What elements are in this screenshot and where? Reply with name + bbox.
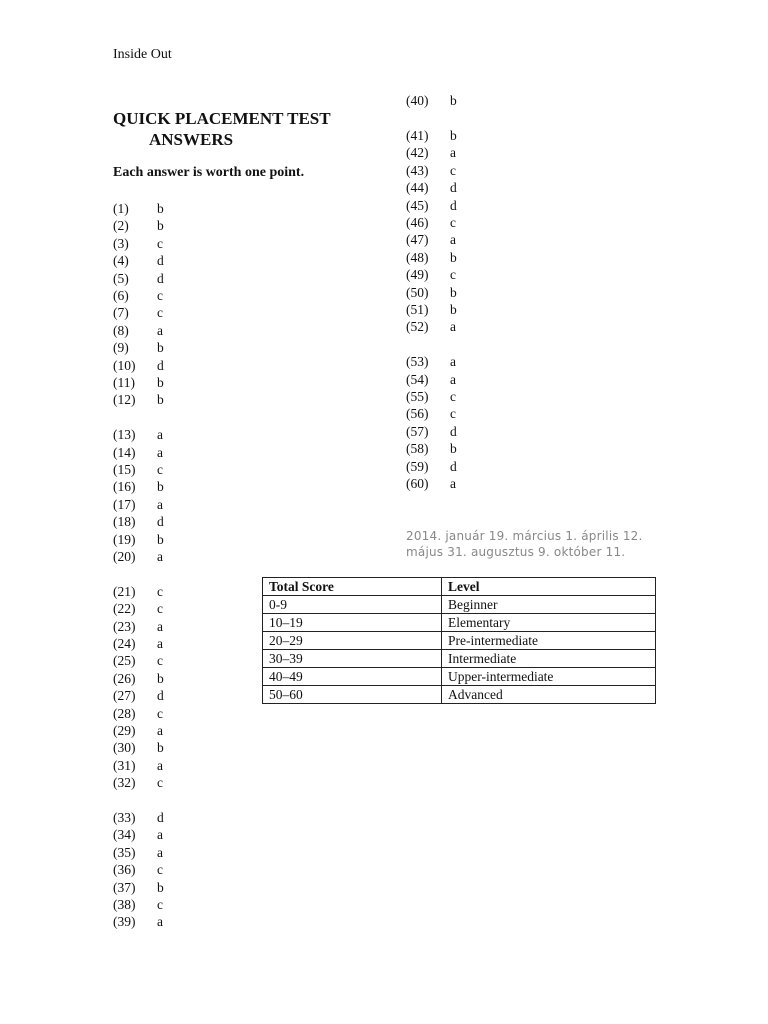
question-number: (29)	[113, 723, 136, 738]
header-level: Level	[442, 578, 656, 596]
answer-letter: a	[450, 476, 456, 491]
question-number: (16)	[113, 479, 136, 495]
answer-letter: a	[157, 427, 163, 443]
question-number: (9)	[113, 340, 129, 356]
answer-letter: c	[157, 462, 163, 477]
question-number: (13)	[113, 427, 136, 443]
answer-letter: b	[157, 375, 164, 390]
answer-row	[406, 162, 456, 179]
question-number: (17)	[113, 496, 136, 512]
answer-row	[406, 353, 456, 370]
answer-letter: c	[450, 389, 456, 404]
question-number: (5)	[113, 270, 129, 286]
answer-row	[113, 270, 164, 287]
answer-letter: b	[157, 218, 164, 234]
question-number: (41)	[406, 128, 429, 143]
answer-row	[406, 214, 456, 231]
question-number: (36)	[113, 862, 136, 878]
answer-row	[113, 200, 164, 217]
answer-row	[113, 444, 163, 461]
question-number: (55)	[406, 389, 429, 404]
header-total-score: Total Score	[263, 578, 442, 596]
answer-row	[113, 478, 164, 495]
answer-row	[406, 423, 457, 440]
table-row	[263, 632, 656, 650]
answer-row	[406, 266, 456, 283]
answer-row	[406, 318, 456, 335]
answer-letter: d	[450, 197, 457, 213]
answer-row	[113, 652, 163, 669]
question-number: (39)	[113, 914, 136, 930]
answer-row	[113, 618, 163, 635]
question-number: (56)	[406, 406, 429, 422]
answer-row	[113, 548, 163, 565]
answer-row	[113, 600, 163, 617]
answer-letter: c	[157, 705, 163, 721]
question-number: (23)	[113, 618, 136, 634]
answer-letter: c	[157, 601, 163, 617]
score-level-table	[262, 577, 656, 704]
answer-letter: c	[450, 162, 456, 178]
answer-row	[113, 844, 163, 861]
answer-letter: d	[157, 688, 164, 704]
answer-letter: b	[157, 879, 164, 895]
answer-letter: d	[450, 180, 457, 196]
question-number: (3)	[113, 235, 129, 251]
answer-letter: a	[157, 496, 163, 512]
answer-letter: d	[450, 458, 457, 474]
score-range-cell: 40–49	[263, 668, 442, 686]
answer-letter: a	[157, 444, 163, 460]
table-header-row	[263, 578, 656, 596]
question-number: (32)	[113, 775, 136, 791]
question-number: (52)	[406, 319, 429, 335]
level-cell: Pre-intermediate	[442, 632, 656, 650]
question-number: (44)	[406, 180, 429, 196]
question-number: (6)	[113, 288, 129, 303]
score-range-cell: 0-9	[263, 596, 442, 614]
answer-row	[113, 235, 163, 252]
answer-letter: c	[157, 288, 163, 303]
answer-row	[406, 231, 456, 248]
table-row	[263, 668, 656, 686]
answer-row	[113, 252, 164, 269]
score-range-cell: 10–19	[263, 614, 442, 632]
answer-letter: b	[450, 249, 457, 265]
title-line-2: ANSWERS	[149, 130, 234, 149]
question-number: (4)	[113, 253, 129, 269]
page-title	[113, 108, 331, 150]
answer-row	[406, 144, 456, 161]
answer-letter: d	[157, 357, 164, 373]
score-range-cell: 30–39	[263, 650, 442, 668]
answer-row	[113, 322, 163, 339]
answer-row	[406, 127, 457, 144]
answer-letter: c	[450, 215, 456, 230]
answer-letter: b	[157, 479, 164, 495]
answer-row	[113, 774, 163, 791]
question-number: (21)	[113, 583, 136, 599]
question-number: (11)	[113, 375, 135, 390]
answer-row	[113, 861, 163, 878]
question-number: (53)	[406, 354, 429, 370]
answer-row	[406, 440, 457, 457]
question-number: (37)	[113, 879, 136, 895]
answer-row	[406, 301, 457, 318]
question-number: (15)	[113, 462, 136, 477]
answer-row	[113, 896, 163, 913]
answer-row	[113, 304, 163, 321]
question-number: (49)	[406, 267, 429, 283]
title-line-1: QUICK PLACEMENT TEST	[113, 109, 331, 128]
question-number: (28)	[113, 705, 136, 721]
answer-row	[113, 879, 164, 896]
question-number: (38)	[113, 897, 136, 912]
level-cell: Beginner	[442, 596, 656, 614]
answer-letter: a	[157, 549, 163, 564]
table-row	[263, 614, 656, 632]
question-number: (57)	[406, 423, 429, 439]
answer-letter: a	[450, 145, 456, 161]
question-number: (50)	[406, 284, 429, 300]
answer-row	[113, 357, 164, 374]
answer-row	[406, 371, 456, 388]
level-cell: Advanced	[442, 686, 656, 704]
answer-letter: b	[157, 340, 164, 356]
answer-row	[113, 705, 163, 722]
page-header: Inside Out	[113, 47, 172, 62]
score-range-cell: 50–60	[263, 686, 442, 704]
level-cell: Elementary	[442, 614, 656, 632]
question-number: (51)	[406, 302, 429, 317]
answer-letter: b	[157, 201, 164, 216]
answer-letter: a	[450, 371, 456, 387]
answer-letter: a	[157, 723, 163, 738]
answer-letter: a	[157, 757, 163, 773]
question-number: (8)	[113, 322, 129, 338]
answer-row	[113, 913, 163, 930]
answer-letter: c	[157, 862, 163, 878]
answer-letter: a	[157, 827, 163, 843]
answer-letter: b	[157, 392, 164, 408]
question-number: (59)	[406, 458, 429, 474]
answer-letter: a	[450, 354, 456, 370]
answer-row	[113, 391, 164, 408]
answer-letter: b	[450, 128, 457, 143]
answer-row	[113, 670, 164, 687]
answer-letter: b	[450, 284, 457, 300]
question-number: (58)	[406, 441, 429, 457]
question-number: (42)	[406, 145, 429, 161]
answer-row	[406, 249, 457, 266]
question-number: (30)	[113, 740, 136, 756]
answer-letter: b	[450, 441, 457, 457]
answer-row	[406, 92, 457, 109]
question-number: (47)	[406, 232, 429, 248]
question-number: (26)	[113, 670, 136, 686]
question-number: (20)	[113, 549, 136, 564]
answer-row	[406, 197, 457, 214]
answer-letter: a	[157, 844, 163, 860]
table-row	[263, 686, 656, 704]
answer-letter: d	[157, 270, 164, 286]
question-number: (46)	[406, 215, 429, 230]
answer-row	[113, 496, 163, 513]
answer-letter: c	[157, 653, 163, 669]
answer-row	[113, 687, 164, 704]
answer-row	[406, 458, 457, 475]
answer-letter: b	[450, 302, 457, 317]
answer-row	[113, 461, 163, 478]
answer-row	[113, 583, 163, 600]
question-number: (54)	[406, 371, 429, 387]
question-number: (43)	[406, 162, 429, 178]
question-number: (1)	[113, 201, 129, 216]
question-number: (18)	[113, 514, 136, 530]
answer-letter: a	[450, 319, 456, 335]
answer-letter: d	[157, 514, 164, 530]
answer-letter: a	[450, 232, 456, 248]
question-number: (34)	[113, 827, 136, 843]
answer-letter: c	[157, 897, 163, 912]
scoring-note: Each answer is worth one point.	[113, 165, 305, 180]
score-range-cell: 20–29	[263, 632, 442, 650]
question-number: (40)	[406, 93, 429, 108]
level-cell: Upper-intermediate	[442, 668, 656, 686]
question-number: (45)	[406, 197, 429, 213]
question-number: (10)	[113, 357, 136, 373]
question-number: (33)	[113, 810, 136, 825]
answer-row	[113, 635, 163, 652]
answer-row	[113, 287, 163, 304]
question-number: (7)	[113, 305, 129, 321]
table-row	[263, 650, 656, 668]
answer-letter: a	[157, 618, 163, 634]
answer-letter: c	[157, 305, 163, 321]
answer-row	[113, 339, 164, 356]
answer-letter: b	[450, 93, 457, 108]
question-number: (48)	[406, 249, 429, 265]
answer-row	[113, 531, 164, 548]
answer-letter: d	[157, 253, 164, 269]
answer-row	[113, 809, 164, 826]
answer-letter: a	[157, 322, 163, 338]
answer-letter: c	[157, 235, 163, 251]
answer-row	[113, 757, 163, 774]
answer-row	[113, 426, 163, 443]
question-number: (31)	[113, 757, 136, 773]
question-number: (35)	[113, 844, 136, 860]
level-cell: Intermediate	[442, 650, 656, 668]
answer-letter: d	[450, 423, 457, 439]
question-number: (24)	[113, 636, 136, 651]
answer-row	[113, 826, 163, 843]
answer-letter: c	[157, 775, 163, 791]
question-number: (60)	[406, 476, 429, 491]
answer-letter: c	[450, 267, 456, 283]
answer-row	[113, 513, 164, 530]
question-number: (22)	[113, 601, 136, 617]
answer-letter: b	[157, 740, 164, 756]
answer-row	[113, 217, 164, 234]
question-number: (12)	[113, 392, 136, 408]
question-number: (27)	[113, 688, 136, 704]
answer-row	[406, 475, 456, 492]
answer-row	[406, 405, 456, 422]
question-number: (2)	[113, 218, 129, 234]
answer-letter: b	[157, 670, 164, 686]
answer-letter: c	[450, 406, 456, 422]
answer-row	[113, 739, 164, 756]
answer-row	[406, 179, 457, 196]
answer-row	[406, 284, 457, 301]
answer-letter: d	[157, 810, 164, 825]
answer-row	[406, 388, 456, 405]
table-row	[263, 596, 656, 614]
question-number: (25)	[113, 653, 136, 669]
question-number: (14)	[113, 444, 136, 460]
answer-row	[113, 722, 163, 739]
answer-letter: a	[157, 914, 163, 930]
dates-note: 2014. január 19. március 1. április 12. május 31. augusztus 9. október 11.	[406, 529, 643, 559]
answer-letter: c	[157, 583, 163, 599]
answer-letter: a	[157, 636, 163, 651]
answer-letter: b	[157, 531, 164, 547]
question-number: (19)	[113, 531, 136, 547]
answer-row	[113, 374, 164, 391]
